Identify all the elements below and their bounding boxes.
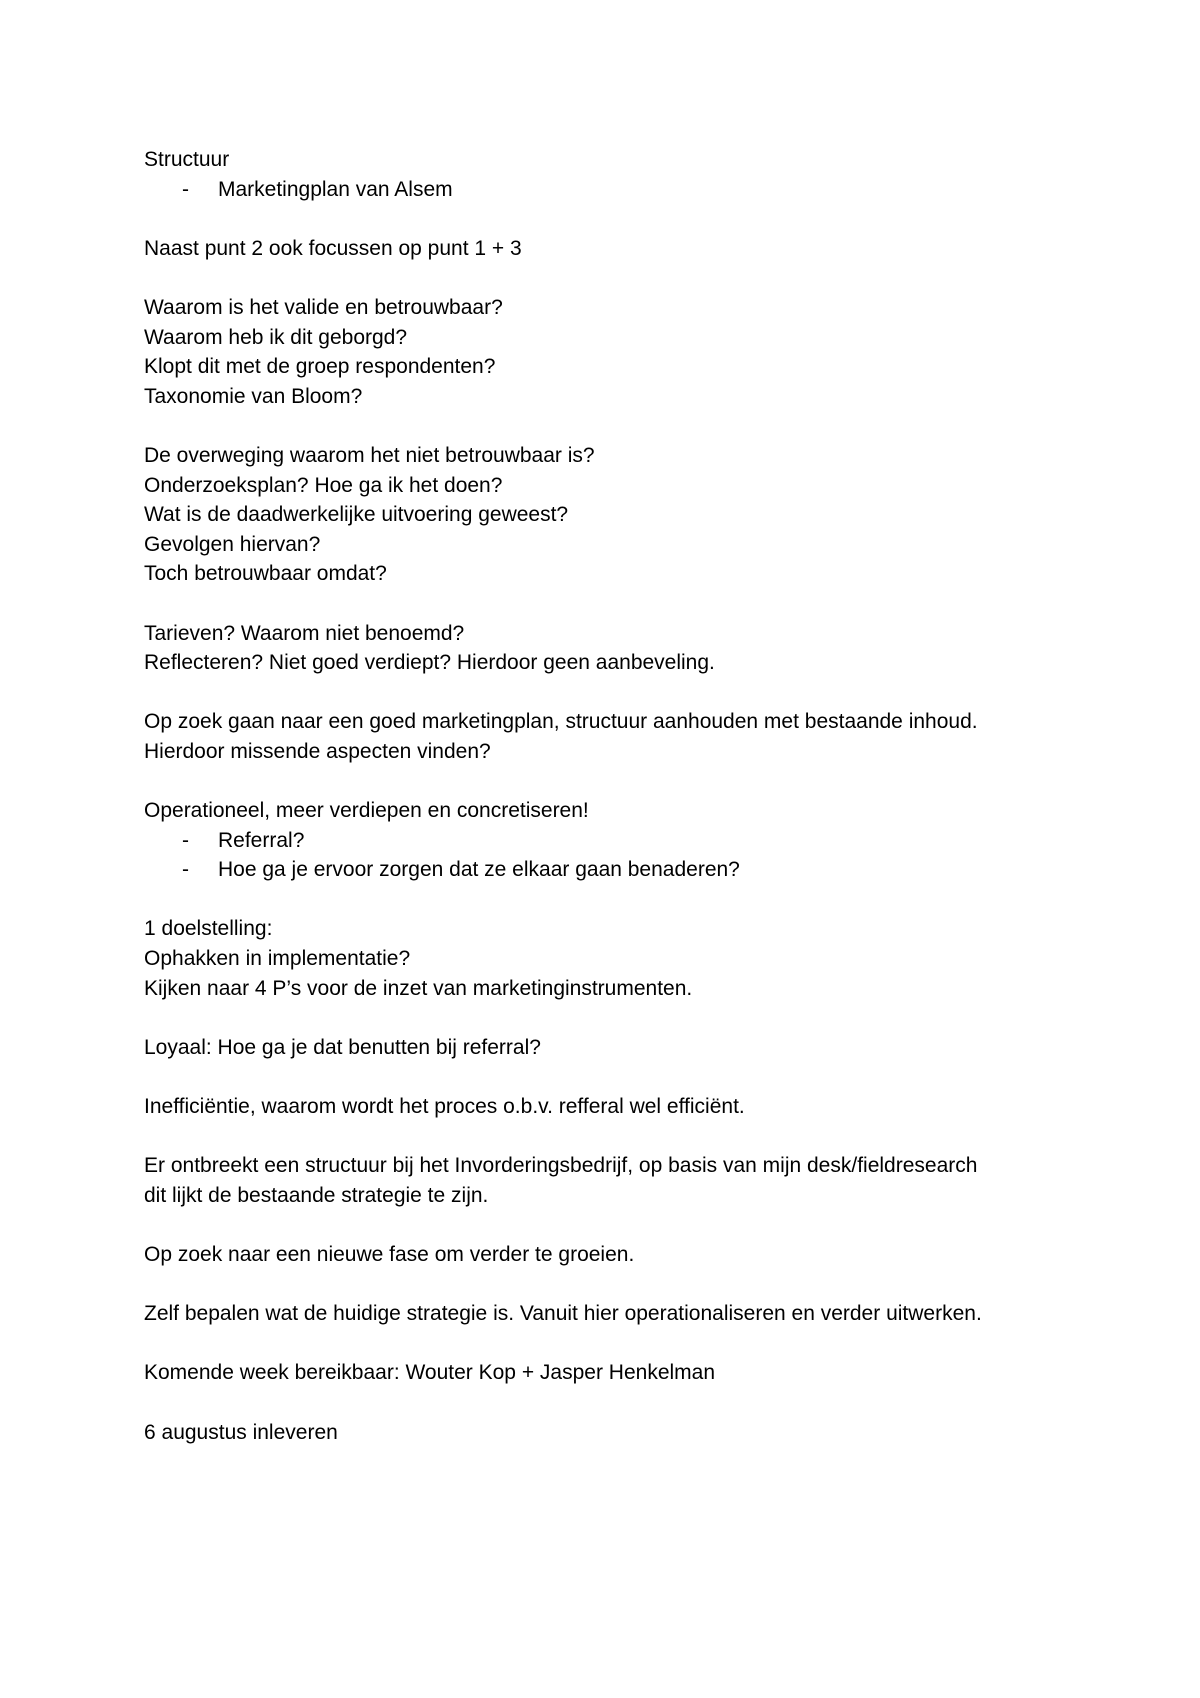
section-title: Structuur [144, 148, 230, 171]
paragraph-line: Er ontbreekt een structuur bij het Invorderingsbedrijf, op basis van mijn desk/fieldresearch [144, 1154, 978, 1178]
question-line: Gevolgen hiervan? [144, 532, 321, 556]
deadline-line: 6 augustus inleveren [144, 1420, 338, 1444]
zelf-bepalen-line: Zelf bepalen wat de huidige strategie is. Vanuit hier operationaliseren en verder uitwerken. [144, 1302, 982, 1326]
paragraph-focus: Naast punt 2 ook focussen op punt 1 + 3 [144, 236, 522, 260]
question-line: Klopt dit met de groep respondenten? [144, 355, 496, 379]
bereikbaar-line: Komende week bereikbaar: Wouter Kop + Jasper Henkelman [144, 1361, 716, 1385]
list-item [144, 175, 1064, 205]
loyaal-line: Loyaal: Hoe ga je dat benutten bij referral? [144, 1035, 541, 1059]
operationeel-heading: Operationeel, meer verdiepen en concretiseren! [144, 799, 589, 823]
question-line: Onderzoeksplan? Hoe ga ik het doen? [144, 473, 503, 497]
question-line: Tarieven? Waarom niet benoemd? [144, 621, 465, 645]
question-line: Wat is de daadwerkelijke uitvoering geweest? [144, 503, 569, 527]
paragraph-line: Hierdoor missende aspecten vinden? [144, 739, 491, 763]
list-item-text: Marketingplan van Alsem [218, 177, 453, 201]
paragraph-line: Op zoek gaan naar een goed marketingplan, structuur aanhouden met bestaande inhoud. [144, 710, 978, 734]
question-line: Waarom is het valide en betrouwbaar? [144, 295, 503, 319]
bullet-dash: - [182, 858, 189, 882]
question-line: De overweging waarom het niet betrouwbaar is? [144, 443, 595, 467]
list-item-text: Referral? [218, 828, 305, 852]
document-body [144, 145, 1064, 1447]
question-line: Toch betrouwbaar omdat? [144, 562, 387, 586]
paragraph-line: dit lijkt de bestaande strategie te zijn. [144, 1183, 489, 1207]
list-item [144, 826, 1064, 856]
nieuwe-fase-line: Op zoek naar een nieuwe fase om verder te groeien. [144, 1242, 635, 1266]
doelstelling-line: Kijken naar 4 P’s voor de inzet van marketinginstrumenten. [144, 976, 693, 1000]
question-line: Taxonomie van Bloom? [144, 384, 363, 408]
bullet-dash: - [182, 177, 189, 201]
question-line: Reflecteren? Niet goed verdiept? Hierdoor geen aanbeveling. [144, 651, 715, 675]
doelstelling-line: 1 doelstelling: [144, 917, 273, 941]
bullet-dash: - [182, 828, 189, 852]
list-item [144, 855, 1064, 885]
question-line: Waarom heb ik dit geborgd? [144, 325, 408, 349]
list-item-text: Hoe ga je ervoor zorgen dat ze elkaar gaan benaderen? [218, 858, 740, 882]
doelstelling-line: Ophakken in implementatie? [144, 947, 411, 971]
inefficientie-line: Inefficiëntie, waarom wordt het proces o.b.v. refferal wel efficiënt. [144, 1095, 745, 1118]
